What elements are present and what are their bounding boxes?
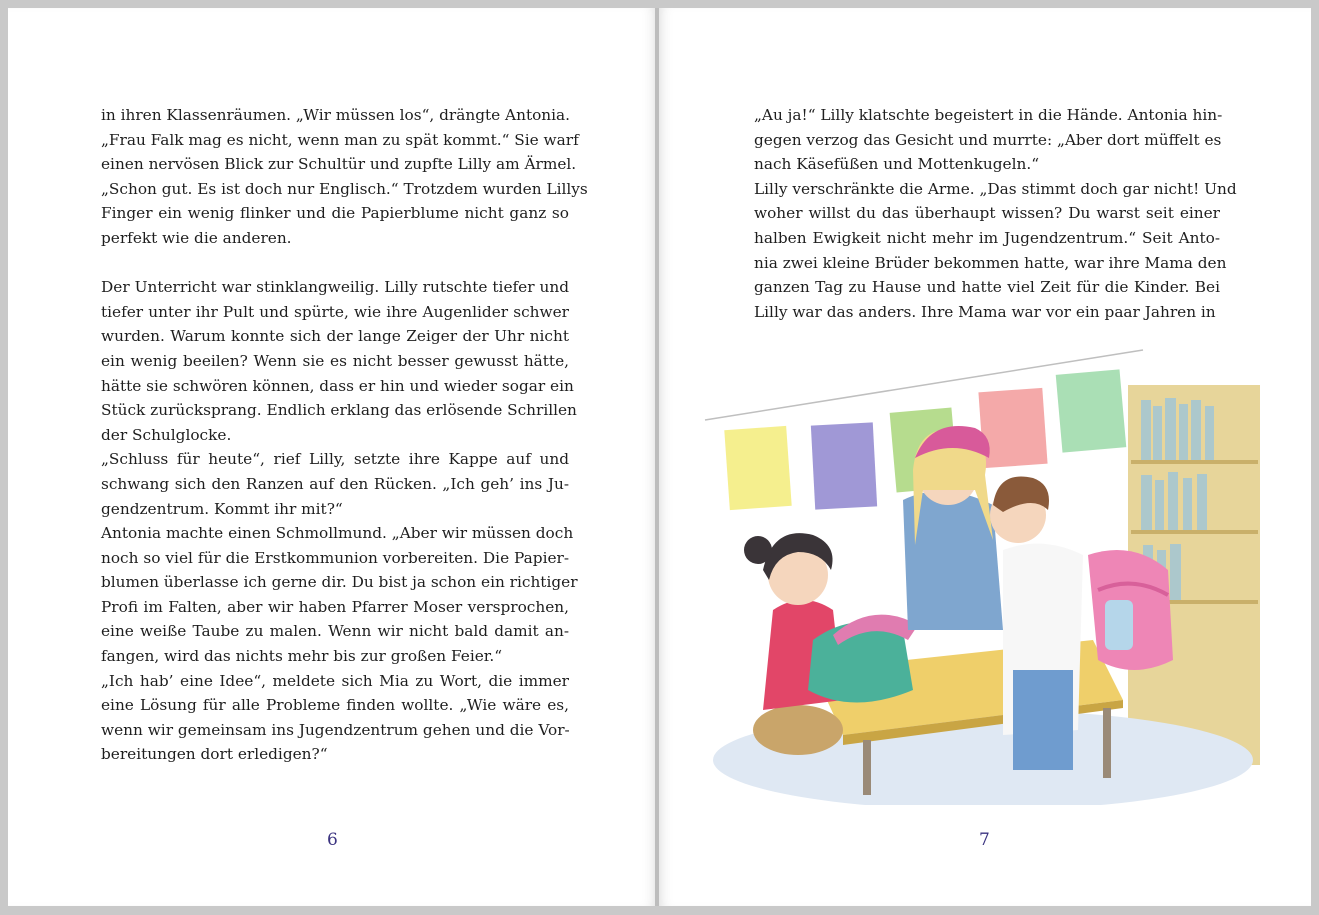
- text-line: Lilly war das anders. Ihre Mama war vor ein paar Jahren in: [754, 302, 1216, 321]
- text-line: gegen verzog das Gesicht und murrte: „Aber dort müffelt es: [754, 130, 1222, 149]
- text-line: Der Unterricht war stinklangweilig. Lilly rutschte tiefer und: [101, 278, 569, 297]
- text-line: halben Ewigkeit nicht mehr im Jugendzentrum.“ Seit Anto-: [754, 228, 1220, 247]
- text-line: noch so viel für die Erstkommunion vorbereiten. Die Papier-: [101, 548, 569, 567]
- text-line: nach Käsefüßen und Mottenkugeln.“: [754, 155, 1040, 174]
- classroom-illustration: [703, 340, 1263, 805]
- text-line: fangen, wird das nichts mehr bis zur großen Feier.“: [101, 647, 503, 666]
- left-page-text: [101, 103, 588, 767]
- text-line: Finger ein wenig flinker und die Papierblume nicht ganz so: [101, 204, 569, 223]
- right-page: [659, 8, 1311, 906]
- text-line: schwang sich den Ranzen auf den Rücken. „Ich geh’ ins Ju-: [101, 474, 569, 493]
- text-line: bereitungen dort erledigen?“: [101, 745, 328, 764]
- text-line: Stück zurücksprang. Endlich erklang das erlösende Schrillen: [101, 401, 577, 420]
- text-line: Profi im Falten, aber wir haben Pfarrer Moser versprochen,: [101, 597, 569, 616]
- text-line: „Schluss für heute“, rief Lilly, setzte ihre Kappe auf und: [101, 450, 569, 469]
- text-line: der Schulglocke.: [101, 425, 232, 444]
- text-line: in ihren Klassenräumen. „Wir müssen los“, drängte Antonia.: [101, 106, 571, 124]
- paragraph-gap: [101, 251, 569, 276]
- text-line: blumen überlasse ich gerne dir. Du bist ja schon ein richtiger: [101, 573, 578, 592]
- text-line: „Au ja!“ Lilly klatschte begeistert in die Hände. Antonia hin-: [754, 106, 1223, 124]
- text-line: wurden. Warum konnte sich der lange Zeiger der Uhr nicht: [101, 327, 569, 346]
- text-line: wenn wir gemeinsam ins Jugendzentrum gehen und die Vor-: [101, 720, 570, 739]
- text-line: ein wenig beeilen? Wenn sie es nicht besser gewusst hätte,: [101, 351, 569, 370]
- text-line: perfekt wie die anderen.: [101, 228, 292, 247]
- text-line: eine weiße Taube zu malen. Wenn wir nicht bald damit an-: [101, 622, 569, 641]
- text-line: nia zwei kleine Brüder bekommen hatte, war ihre Mama den: [754, 253, 1227, 272]
- text-line: ganzen Tag zu Hause und hatte viel Zeit für die Kinder. Bei: [754, 278, 1220, 297]
- page-number-left: 6: [327, 830, 338, 850]
- text-line: Lilly verschränkte die Arme. „Das stimmt doch gar nicht! Und: [754, 179, 1237, 198]
- text-line: woher willst du das überhaupt wissen? Du warst seit einer: [754, 204, 1220, 223]
- text-line: eine Lösung für alle Probleme finden wollte. „Wie wäre es,: [101, 696, 569, 715]
- page-number-right: 7: [979, 830, 990, 850]
- text-line: einen nervösen Blick zur Schultür und zupfte Lilly am Ärmel.: [101, 155, 577, 174]
- text-line: hätte sie schwören können, dass er hin und wieder sogar ein: [101, 376, 574, 395]
- text-line: Antonia machte einen Schmollmund. „Aber wir müssen doch: [101, 524, 574, 543]
- text-line: „Frau Falk mag es nicht, wenn man zu spät kommt.“ Sie warf: [101, 130, 579, 149]
- text-line: „Ich hab’ eine Idee“, meldete sich Mia zu Wort, die immer: [101, 671, 569, 690]
- right-page-text: [754, 103, 1237, 324]
- text-line: tiefer unter ihr Pult und spürte, wie ihre Augenlider schwer: [101, 302, 569, 321]
- text-line: „Schon gut. Es ist doch nur Englisch.“ Trotzdem wurden Lillys: [101, 179, 588, 198]
- left-page: [8, 8, 656, 906]
- text-line: gendzentrum. Kommt ihr mit?“: [101, 499, 343, 518]
